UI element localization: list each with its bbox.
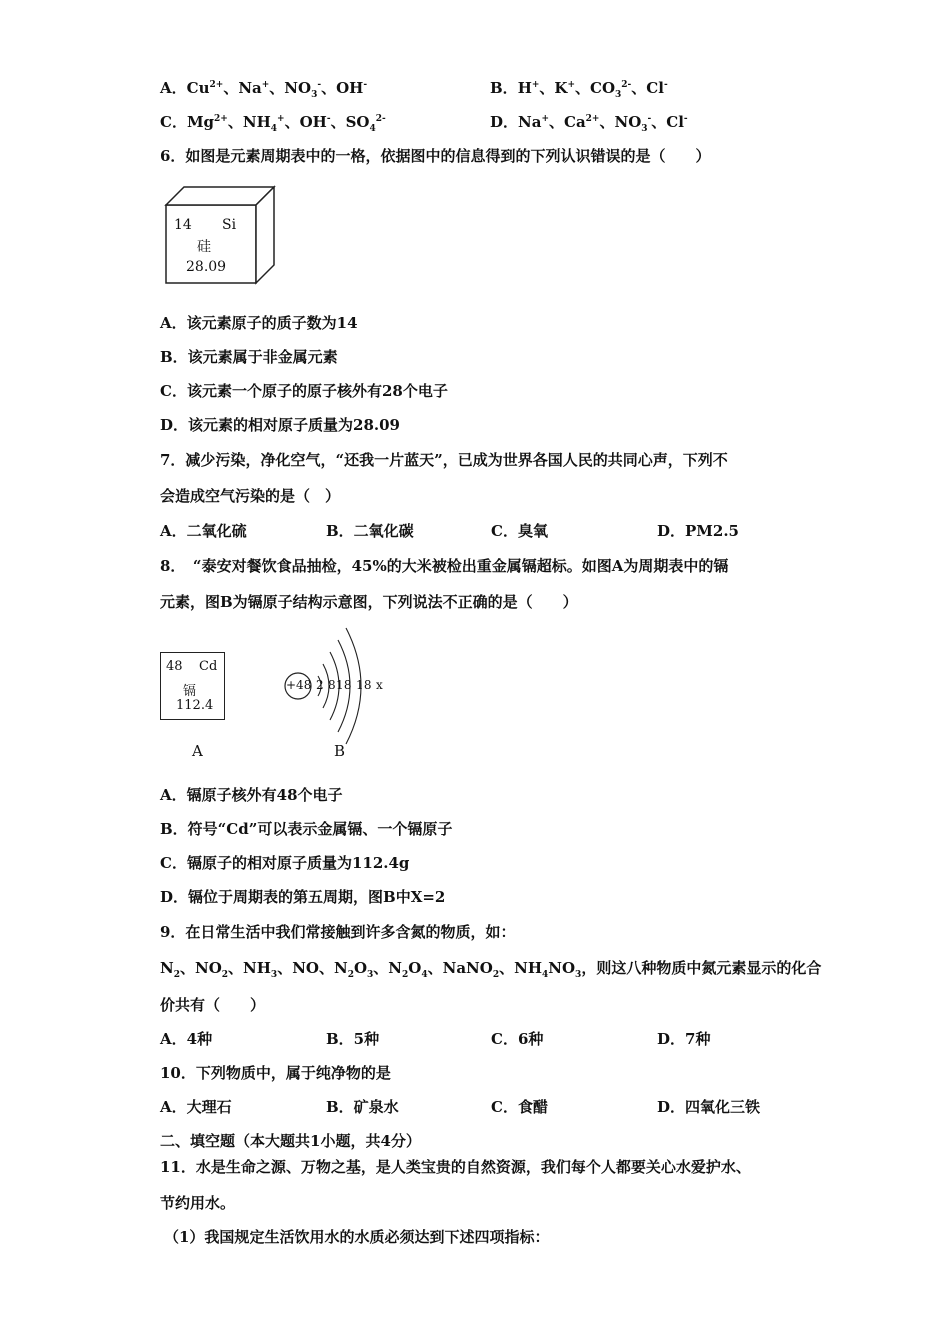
cd-atomic-number: 48 — [166, 659, 183, 674]
q9-option-a: A．4种 — [160, 1030, 213, 1048]
q6-option-d: D．该元素的相对原子质量为28.09 — [160, 416, 400, 434]
cell-atomic-number: 14 — [174, 217, 192, 233]
q6-option-c: C．该元素一个原子的原子核外有28个电子 — [160, 382, 448, 400]
figure-label-a: A — [192, 742, 203, 760]
q7-option-a: A．二氧化硫 — [160, 522, 247, 540]
q9-stem-line3: 价共有（ ） — [160, 996, 266, 1014]
cell-element-name: 硅 — [197, 239, 211, 255]
q9-option-c: C．6种 — [491, 1030, 544, 1048]
q9-stem-line2: $N_2$、$NO_2$、$NH_3$、NO、$N_2O_3$、$N_2O_4$、NaNO$_2$、$NH_4NO_3$，则这八种物质中氮元素显示的化合 — [160, 959, 822, 980]
q9-stem-line1: 9．在日常生活中我们常接触到许多含氮的物质，如： — [160, 923, 516, 941]
q8-option-d: D．镉位于周期表的第五周期，图B中X=2 — [160, 888, 446, 906]
q6-option-b: B．该元素属于非金属元素 — [160, 348, 338, 366]
nucleus-charge: +48 — [286, 678, 312, 692]
q5-option-c: C．$Mg^{2+}$、$NH_4^+$、OH-、$SO_4^{2-}$ — [160, 113, 386, 134]
q11-stem-line2: 节约用水。 — [160, 1194, 236, 1212]
q10-option-a: A．大理石 — [160, 1098, 232, 1116]
q7-option-c: C．臭氧 — [491, 522, 548, 540]
q5-option-d: D．Na+、$Ca^{2+}$、$NO_3^-$、Cl- — [490, 113, 688, 134]
q5-option-a: A．$Cu^{2+}$、Na+、$NO_3^-$、OH- — [160, 79, 368, 100]
q10-option-d: D．四氧化三铁 — [657, 1098, 761, 1116]
q8-option-c: C．镉原子的相对原子质量为112.4g — [160, 854, 410, 872]
q7-stem-line2: 会造成空气污染的是（ ） — [160, 487, 341, 505]
q5-option-b: B．H+、K+、$CO_3^{2-}$、Cl- — [490, 79, 668, 100]
q8-stem-line1: 8． “泰安对餐饮食品抽检，45%的大米被检出重金属镉超标。如图A为周期表中的镉 — [160, 557, 729, 575]
cd-element-name: 镉 — [183, 684, 197, 699]
cadmium-atom-structure — [280, 620, 390, 755]
q7-option-d: D．PM2.5 — [657, 522, 739, 540]
q8-stem-line2: 元素，图B为镉原子结构示意图，下列说法不正确的是（ ） — [160, 593, 578, 611]
q7-stem-line1: 7．减少污染，净化空气，“还我一片蓝天”，已成为世界各国人民的共同心声，下列不 — [160, 451, 728, 469]
q10-option-c: C．食醋 — [491, 1098, 548, 1116]
cd-atomic-mass: 112.4 — [176, 698, 214, 713]
q8-option-a: A．镉原子核外有48个电子 — [160, 786, 343, 804]
figure-label-b: B — [334, 742, 346, 760]
q10-option-b: B．矿泉水 — [326, 1098, 399, 1116]
cd-symbol: Cd — [199, 659, 218, 674]
shell-electron-counts: 2 818 18 x — [316, 678, 384, 692]
q9-option-b: B．5种 — [326, 1030, 380, 1048]
q6-option-a: A．该元素原子的质子数为14 — [160, 314, 358, 332]
q8-option-b: B．符号“Cd”可以表示金属镉、一个镉原子 — [160, 820, 453, 838]
q11-sub-question-1: （1）我国规定生活饮用水的水质必须达到下述四项指标： — [164, 1228, 550, 1246]
cell-symbol: Si — [222, 217, 237, 233]
q6-stem: 6．如图是元素周期表中的一格，依据图中的信息得到的下列认识错误的是（ ） — [160, 147, 711, 165]
silicon-element-cell — [162, 183, 277, 288]
q7-option-b: B．二氧化碳 — [326, 522, 414, 540]
q10-stem: 10．下列物质中，属于纯净物的是 — [160, 1064, 391, 1082]
q11-stem-line1: 11．水是生命之源、万物之基，是人类宝贵的自然资源，我们每个人都要关心水爱护水、 — [160, 1158, 751, 1176]
cadmium-element-cell — [160, 652, 225, 720]
section-heading: 二、填空题（本大题共1小题，共4分） — [160, 1132, 421, 1150]
cell-atomic-mass: 28.09 — [186, 259, 227, 275]
q9-option-d: D．7种 — [657, 1030, 711, 1048]
